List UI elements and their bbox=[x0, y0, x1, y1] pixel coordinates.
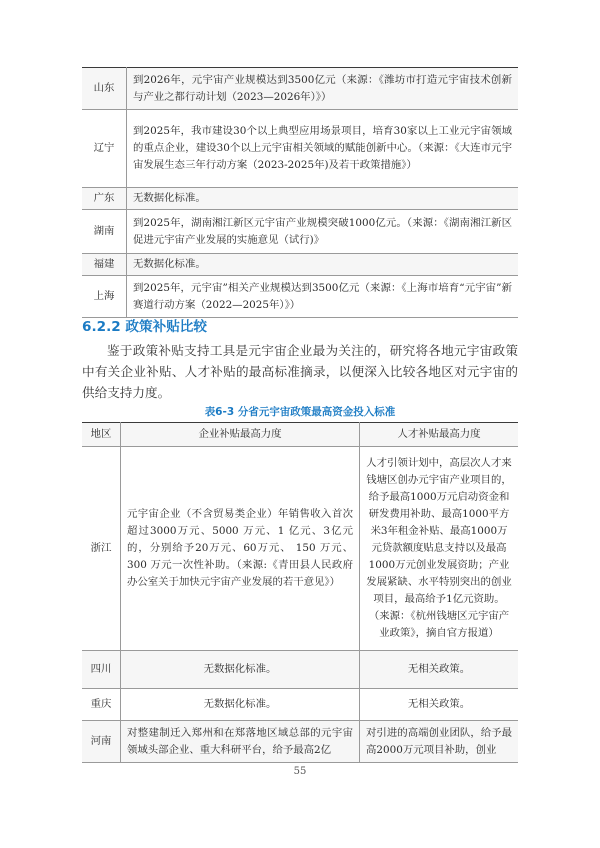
enterprise-cell: 无数据化标准。 bbox=[121, 689, 360, 721]
talent-cell: 人才引领计划中，高层次人才来钱塘区创办元宇宙产业项目的，给予最高1000万元启动资金和研发费用补助、最高1000平方米3年租金补贴、最高1000万元贷款额度贴息支持以及最高1000万元创业发展资助；产业发展紧缺、水平特别突出的创业项目，最高给予1亿元资助。（来源：《杭州钱塘区元宇宙产业政策》，摘自官方报道） bbox=[360, 447, 519, 651]
table-row bbox=[82, 447, 518, 651]
region-cell: 广东 bbox=[82, 188, 127, 210]
table-row bbox=[82, 721, 518, 763]
region-cell: 辽宁 bbox=[82, 110, 127, 188]
table-row bbox=[82, 651, 518, 689]
target-cell: 到2025年，湖南湘江新区元宇宙产业规模突破1000亿元。（来源：《湖南湘江新区促进元宇宙产业发展的实施意见（试行)》 bbox=[127, 210, 519, 254]
region-cell: 湖南 bbox=[82, 210, 127, 254]
enterprise-cell: 元宇宙企业（不含贸易类企业）年销售收入首次超过3000万元、5000 万元、1 亿元、3亿元的，分别给予20万元、60万元、 150 万元、300 万元一次性补助。（来源:《青田县人民政府办公室关于加快元宇宙产业发展的若干意见》） bbox=[121, 447, 360, 651]
intro-paragraph: 鉴于政策补贴支持工具是元宇宙企业最为关注的，研究将各地元宇宙政策中有关企业补贴、人才补贴的最高标准摘录，以便深入比较各地区对元宇宙的供给支持力度。 bbox=[82, 343, 518, 400]
region-cell: 重庆 bbox=[82, 689, 121, 721]
target-cell: 无数据化标准。 bbox=[127, 254, 519, 276]
table-row bbox=[82, 689, 518, 721]
header-enterprise: 企业补贴最高力度 bbox=[121, 423, 360, 447]
region-cell: 福建 bbox=[82, 254, 127, 276]
target-cell: 到2025年，我市建设30个以上典型应用场景项目，培育30家以上工业元宇宙领域的重点企业，建设30个以上元宇宙相关领域的赋能创新中心。（来源：《大连市元宇宙发展生态三年行动方案（2023-2025年)及若干政策措施》） bbox=[127, 110, 519, 188]
talent-cell: 无相关政策。 bbox=[360, 651, 519, 689]
talent-cell: 无相关政策。 bbox=[360, 689, 519, 721]
talent-cell: 对引进的高端创业团队，给予最高2000万元项目补助，创业 bbox=[360, 721, 519, 763]
region-cell: 浙江 bbox=[82, 447, 121, 651]
section-heading: 6.2.2 政策补贴比较 bbox=[82, 319, 207, 335]
region-cell: 河南 bbox=[82, 721, 121, 763]
target-cell: 到2025年，元宇宙”相关产业规模达到3500亿元（来源：《上海市培育“元宇宙”新赛道行动方案（2022—2025年）》） bbox=[127, 276, 519, 318]
table-row bbox=[82, 68, 518, 110]
table-header-row bbox=[82, 423, 518, 447]
table-row bbox=[82, 276, 518, 318]
target-cell: 到2026年，元宇宙产业规模达到3500亿元（来源：《潍坊市打造元宇宙技术创新与产业之都行动计划（2023—2026年）》） bbox=[127, 68, 519, 110]
target-cell: 无数据化标准。 bbox=[127, 188, 519, 210]
table-caption: 表6-3 分省元宇宙政策最高资金投入标准 bbox=[204, 406, 396, 418]
table-row bbox=[82, 188, 518, 210]
page-number: 55 bbox=[293, 766, 307, 777]
region-cell: 上海 bbox=[82, 276, 127, 318]
header-region: 地区 bbox=[82, 423, 121, 447]
targets-table bbox=[82, 67, 518, 318]
table-row bbox=[82, 210, 518, 254]
enterprise-cell: 无数据化标准。 bbox=[121, 651, 360, 689]
table-row bbox=[82, 254, 518, 276]
subsidy-table bbox=[82, 422, 518, 763]
region-cell: 四川 bbox=[82, 651, 121, 689]
enterprise-cell: 对整建制迁入郑州和在郑落地区域总部的元宇宙领域头部企业、重大科研平台，给予最高2亿 bbox=[121, 721, 360, 763]
header-talent: 人才补贴最高力度 bbox=[360, 423, 519, 447]
region-cell: 山东 bbox=[82, 68, 127, 110]
table-row bbox=[82, 110, 518, 188]
